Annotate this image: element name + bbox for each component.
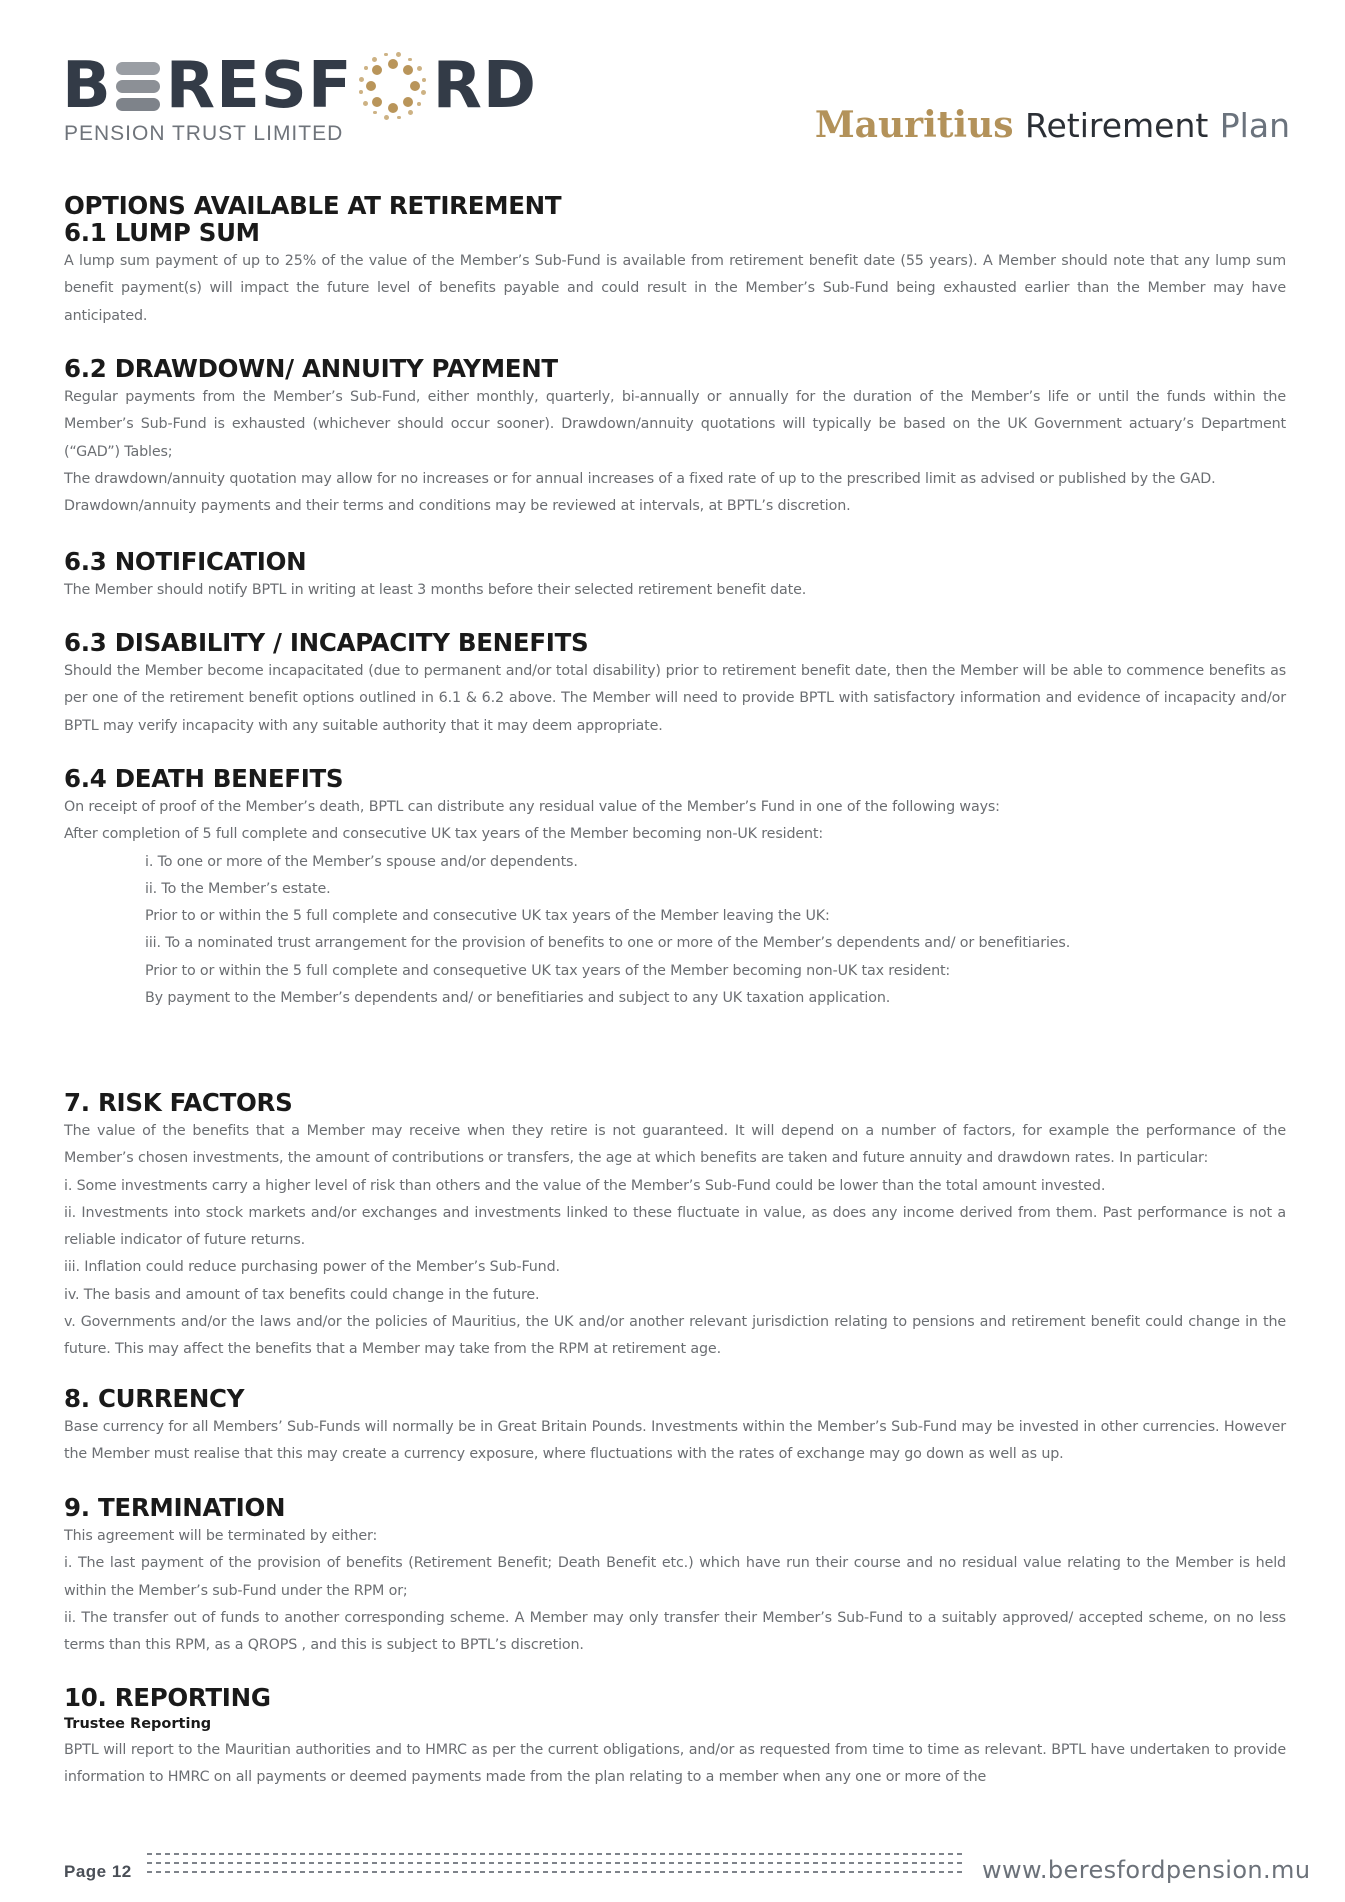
logo-dot: [417, 102, 421, 106]
paragraph: This agreement will be terminated by either:: [64, 1528, 378, 1544]
logo-dot: [417, 66, 422, 71]
logo-dot: [403, 97, 413, 107]
logo-dot: [397, 116, 401, 120]
logo-dot: [388, 103, 398, 113]
paragraph: The value of the benefits that a Member may receive when they retire is not guaranteed. It will depend on a number of factors, for example the performance of the Member’s chosen investments, the amount of contributions or transfers, the age at which benefits are taken and future annuity and drawdown rates. In particular:: [64, 1123, 1286, 1167]
page-number: Page 12: [64, 1862, 132, 1881]
paragraph: Regular payments from the Member’s Sub-Fund, either monthly, quarterly, bi-annually or annually for the duration of the Member’s life or until the funds within the Member’s Sub-Fund is exhausted (whichever should occur sooner). Drawdown/annuity quotations will typically be based on the UK Government actuary’s Department (“GAD”) Tables;: [64, 389, 1286, 460]
section-heading: 10. REPORTING: [64, 1683, 271, 1712]
logo-dot: [366, 81, 376, 91]
section-6-3-disability: [64, 629, 1286, 740]
section-10: [64, 1684, 1286, 1792]
indented-line: Prior to or within the 5 full complete and consecutive UK tax years of the Member leaving the UK:: [145, 908, 830, 925]
logo-dot: [396, 52, 401, 57]
plan-title-plan: Plan: [1219, 106, 1290, 145]
paragraph: iii. Inflation could reduce purchasing power of the Member’s Sub-Fund.: [64, 1259, 560, 1276]
section-6-2: [64, 355, 1286, 520]
logo-dot: [384, 115, 389, 120]
subheading-trustee-reporting: Trustee Reporting: [64, 1716, 212, 1732]
logo-subtitle: PENSION TRUST LIMITED: [64, 122, 344, 145]
logo-dot: [359, 77, 364, 82]
section-heading: 9. TERMINATION: [64, 1493, 286, 1522]
section-6-4: [64, 765, 1286, 1012]
section-7: [64, 1089, 1286, 1364]
logo-dot: [373, 111, 377, 115]
logo-dot: [364, 66, 368, 70]
logo-letters-rd: RD: [432, 49, 537, 123]
logo-dot: [359, 90, 363, 94]
logo-dot: [422, 78, 426, 82]
logo-dot: [388, 59, 398, 69]
paragraph: i. Some investments carry a higher level of risk than others and the value of the Member’s Sub-Fund could be lower than the total amount invested.: [64, 1177, 1106, 1194]
paragraph: Base currency for all Members’ Sub-Funds will normally be in Great Britain Pounds. Investments within the Member’s Sub-Fund may be invested in other currencies. However the Member must realise that this may create a currency exposure, where fluctuations with the rates of exchange may go down as well as up.: [64, 1419, 1286, 1463]
options-heading: OPTIONS AVAILABLE AT RETIREMENT: [64, 191, 562, 220]
section-heading: 7. RISK FACTORS: [64, 1088, 293, 1117]
paragraph: ii. The transfer out of funds to another corresponding scheme. A Member may only transfer their Member’s Sub-Fund to a suitably approved/ accepted scheme, on no less terms than this RPM, as a QROPS , and this is subject to BPTL’s discretion.: [64, 1609, 1286, 1654]
paragraph: v. Governments and/or the laws and/or the policies of Mauritius, the UK and/or another relevant jurisdiction relating to pensions and retirement benefit could change in the future. This may affect the benefits that a Member may take from the RPM at retirement age.: [64, 1314, 1286, 1358]
website-link[interactable]: www.beresfordpension.mu: [982, 1856, 1311, 1884]
logo-dot: [372, 57, 377, 62]
logo-letters-resf: RESF: [165, 49, 353, 123]
section-heading: 6.4 DEATH BENEFITS: [64, 764, 344, 793]
paragraph: A lump sum payment of up to 25% of the value of the Member’s Sub-Fund is available from retirement benefit date (55 years). A Member should note that any lump sum benefit payment(s) will impact the future level of benefits payable and could result in the Member’s Sub-Fund being exhausted earlier than the Member may have anticipated.: [64, 253, 1286, 324]
logo-dot: [421, 90, 426, 95]
section-8: [64, 1385, 1286, 1469]
paragraph: After completion of 5 full complete and consecutive UK tax years of the Member becoming non-UK resident:: [64, 826, 824, 843]
section-6-1: [64, 192, 1286, 330]
logo-dot: [403, 65, 413, 75]
paragraph: Drawdown/annuity payments and their terms and conditions may be reviewed at intervals, at BPTL’s discretion.: [64, 498, 851, 515]
indented-line: By payment to the Member’s dependents and/ or benefitiaries and subject to any UK taxation application.: [145, 990, 891, 1007]
logo-e-bars-icon: [116, 58, 160, 114]
section-heading: 6.3 NOTIFICATION: [64, 547, 307, 576]
footer-divider: [147, 1853, 965, 1883]
paragraph: BPTL will report to the Mauritian authorities and to HMRC as per the current obligations, and/or as requested from time to time as relevant. BPTL have undertaken to provide information to HMRC on all payments or deemed payments made from the plan relating to a member when any one or more of the: [64, 1742, 1286, 1786]
logo-dot: [372, 97, 382, 107]
indented-line: ii. To the Member’s estate.: [145, 880, 331, 897]
paragraph: The Member should notify BPTL in writing at least 3 months before their selected retirement benefit date.: [64, 582, 807, 598]
beresford-logo: [62, 49, 537, 150]
paragraph: The drawdown/annuity quotation may allow for no increases or for annual increases of a fixed rate of up to the prescribed limit as advised or published by the GAD.: [64, 470, 1216, 487]
section-heading: 6.2 DRAWDOWN/ ANNUITY PAYMENT: [64, 354, 558, 383]
logo-dot: [363, 101, 368, 106]
section-9: [64, 1494, 1286, 1659]
section-heading: 8. CURRENCY: [64, 1384, 245, 1413]
plan-title-retirement: Retirement: [1025, 106, 1209, 145]
paragraph: On receipt of proof of the Member’s death, BPTL can distribute any residual value of the Member’s Fund in one of the following ways:: [64, 799, 1000, 815]
paragraph: ii. Investments into stock markets and/or exchanges and investments linked to these fluctuate in value, as does any income derived from them. Past performance is not a reliable indicator of future returns.: [64, 1204, 1286, 1249]
logo-dot: [410, 81, 420, 91]
section-heading: 6.3 DISABILITY / INCAPACITY BENEFITS: [64, 628, 589, 657]
section-heading: 6.1 LUMP SUM: [64, 218, 260, 247]
logo-dot: [372, 65, 382, 75]
paragraph: i. The last payment of the provision of benefits (Retirement Benefit; Death Benefit etc.) which have run their course and no residual value relating to the Member is held within the Member’s sub-Fund under the RPM or;: [64, 1555, 1286, 1599]
section-6-3-notification: [64, 548, 1286, 604]
indented-line: iii. To a nominated trust arrangement for the provision of benefits to one or more of the Member’s dependents and/ or benefitiaries.: [145, 935, 1071, 952]
logo-dot: [384, 53, 388, 57]
indented-line: Prior to or within the 5 full complete and consequetive UK tax years of the Member becoming non-UK tax resident:: [145, 962, 951, 979]
logo-dot: [408, 58, 412, 62]
logo-wordmark: [62, 50, 537, 122]
paragraph: iv. The basis and amount of tax benefits could change in the future.: [64, 1286, 540, 1303]
plan-title-mauritius: Mauritius: [814, 104, 1014, 146]
paragraph: Should the Member become incapacitated (due to permanent and/or total disability) prior to retirement benefit date, then the Member will be able to commence benefits as per one of the retirement benefit options outlined in 6.1 & 6.2 above. The Member will need to provide BPTL with satisfactory information and evidence of incapacity and/or BPTL may verify incapacity with any suitable authority that it may deem appropriate.: [64, 663, 1286, 734]
logo-letter-b: B: [62, 49, 112, 123]
indented-line: i. To one or more of the Member’s spouse and/or dependents.: [145, 853, 578, 870]
logo-dot: [408, 110, 413, 115]
logo-sunburst-icon: [357, 50, 429, 122]
plan-title: [815, 104, 1290, 146]
